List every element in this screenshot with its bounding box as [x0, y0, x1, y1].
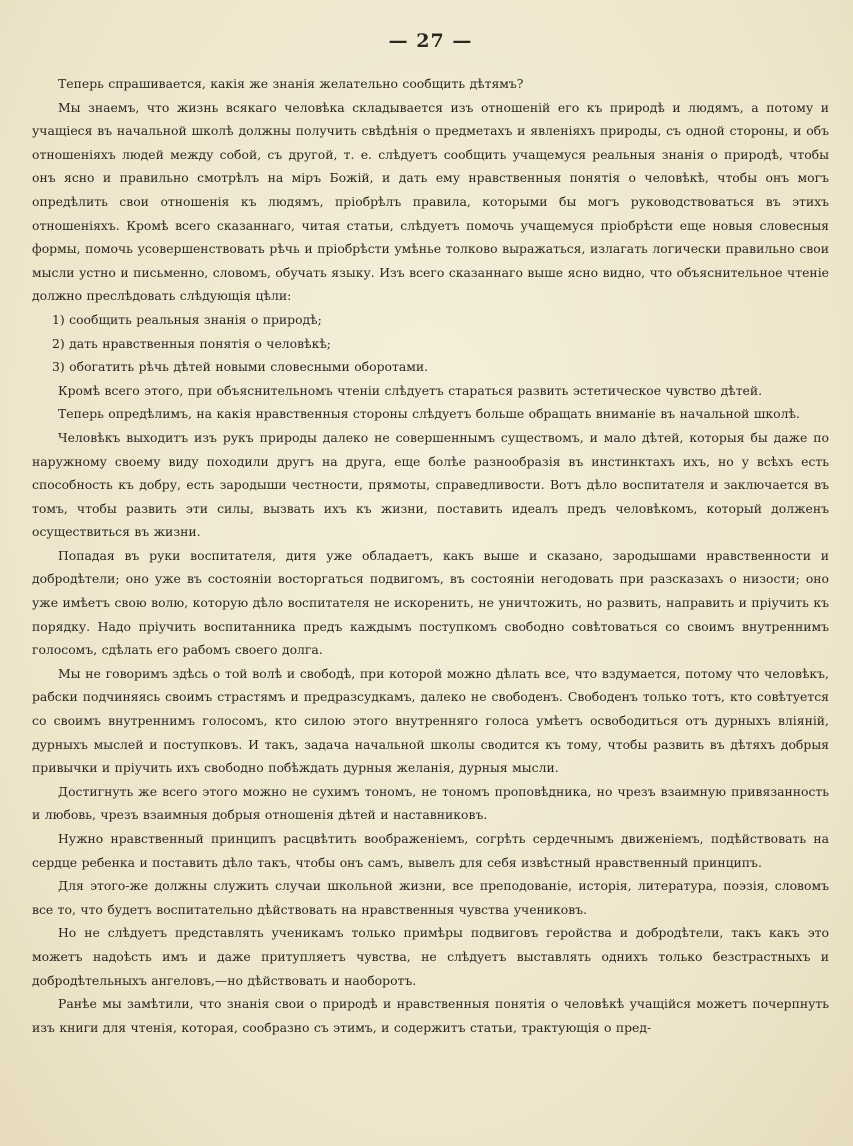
paragraph: Мы не говоримъ здѣсь о той волѣ и свободѣ, при которой можно дѣлать все, что вздумается, потому что человѣкъ, рабски подчиняясь своимъ страстямъ и предразсудкамъ, далеко не свободенъ. Свободенъ только тотъ, кто совѣтуется со своимъ внутреннимъ голосомъ, кто силою этого внутренняго голоса умѣетъ освободиться отъ дурныхъ вліяній, дурныхъ мыслей и поступковъ. И такъ, задача начальной школы сводится къ тому, чтобы развить въ дѣтяхъ добрыя привычки и пріучить ихъ свободно побѣждать дурныя желанія, дурныя мысли.: [32, 665, 829, 776]
list-item: 1) сообщить реальныя знанія о природѣ;: [52, 311, 322, 327]
paragraph: Ранѣе мы замѣтили, что знанія свои о природѣ и нравственныя понятія о человѣкѣ учащійся можетъ почерпнуть изъ книги для чтенія, которая, сообразно съ этимъ, и содержитъ статьи, трактующія о пред-: [32, 996, 829, 1035]
paragraph: Для этого-же должны служить случаи школьной жизни, все преподованіе, исторія, литература, поэзія, словомъ все то, что будетъ воспитательно дѣйствовать на нравственныя чувства учениковъ.: [32, 878, 829, 917]
paragraph: Человѣкъ выходитъ изъ рукъ природы далеко не совершеннымъ существомъ, и мало дѣтей, которыя бы даже по наружному своему виду походили другъ на друга, еще болѣе разнообразія въ инстинктахъ ихъ, но у всѣхъ есть способность къ добру, есть зародыши честности, прямоты, справедливости. Вотъ дѣло воспитателя и заключается въ томъ, чтобы развить эти силы, вызвать ихъ къ жизни, поставить идеалъ предъ человѣкомъ, который долженъ осуществиться въ жизни.: [32, 429, 829, 540]
paragraph: Но не слѣдуетъ представлять ученикамъ только примѣры подвиговъ геройства и добродѣтели, такъ какъ это можетъ надоѣсть имъ и даже притупляетъ чувства, не слѣдуетъ выставлять однихъ только безстрастныхъ и добродѣтельныхъ ангеловъ,—но дѣйствовать и наоборотъ.: [32, 925, 829, 988]
list-item: 2) дать нравственныя понятія о человѣкѣ;: [52, 335, 331, 351]
paragraph: Нужно нравственный принципъ расцвѣтить воображеніемъ, согрѣть сердечнымъ движеніемъ, подѣйствовать на сердце ребенка и поставить дѣло такъ, чтобы онъ самъ, вывелъ для себя извѣстный нравственный принципъ.: [32, 831, 829, 870]
paragraph: Теперь опредѣлимъ, на какія нравственныя стороны слѣдуетъ больше обращать вниманіе въ начальной школѣ.: [58, 406, 800, 422]
paragraph: Попадая въ руки воспитателя, дитя уже обладаетъ, какъ выше и сказано, зародышами нравственности и добродѣтели; оно уже въ состояніи восторгаться подвигомъ, въ состояніи негодовать при разсказахъ о низости; оно уже имѣетъ свою волю, которую дѣло воспитателя не искоренить, не уничтожить, но развить, направить и пріучить къ порядку. Надо пріучить воспитанника предъ каждымъ поступкомъ свободно совѣтоваться со своимъ внутреннимъ голосомъ, сдѣлать его рабомъ своего долга.: [32, 547, 829, 658]
paragraph: Достигнуть же всего этого можно не сухимъ тономъ, не тономъ проповѣдника, но чрезъ взаимную привязанность и любовь, чрезъ взаимныя добрыя отношенія дѣтей и наставниковъ.: [32, 783, 829, 823]
page-number: — 27 —: [388, 30, 473, 52]
paragraph: Теперь спрашивается, какія же знанія желательно сообщить дѣтямъ?: [58, 76, 524, 91]
page-body: [32, 72, 829, 1039]
paragraph: Кромѣ всего этого, при объяснительномъ чтеніи слѣдуетъ стараться развить эстетическое чувство дѣтей.: [58, 382, 763, 398]
paragraph: Мы знаемъ, что жизнь всякаго человѣка складывается изъ отношеній его къ природѣ и людямъ, а потому и учащіеся въ начальной школѣ должны получить свѣдѣнія о предметахъ и явленіяхъ природы, съ одной стороны, и объ отношеніяхъ людей между собой, съ другой, т. е. слѣдуетъ сообщить учащемуся реальныя знанія о природѣ, чтобы онъ ясно и правильно смотрѣлъ на міръ Божій, и дать ему нравственныя понятія о человѣкѣ, чтобы онъ могъ опредѣлить свои отношенія къ людямъ, пріобрѣлъ правила, которыми бы могъ руководствоваться въ этихъ отношеніяхъ. Кромѣ всего сказаннаго, читая статьи, слѣдуетъ помочь учащемуся пріобрѣсти еще новыя словесныя формы, помочь усовершенствовать рѣчь и пріобрѣсти умѣнье толково выражаться, излагать логически правильно свои мысли устно и письменно, словомъ, обучать языку. Изъ всего сказаннаго выше ясно видно, что объяснительное чтеніе должно преслѣдовать слѣдующія цѣли:: [32, 99, 829, 304]
list-item: 3) обогатить рѣчь дѣтей новыми словесными оборотами.: [52, 359, 429, 375]
